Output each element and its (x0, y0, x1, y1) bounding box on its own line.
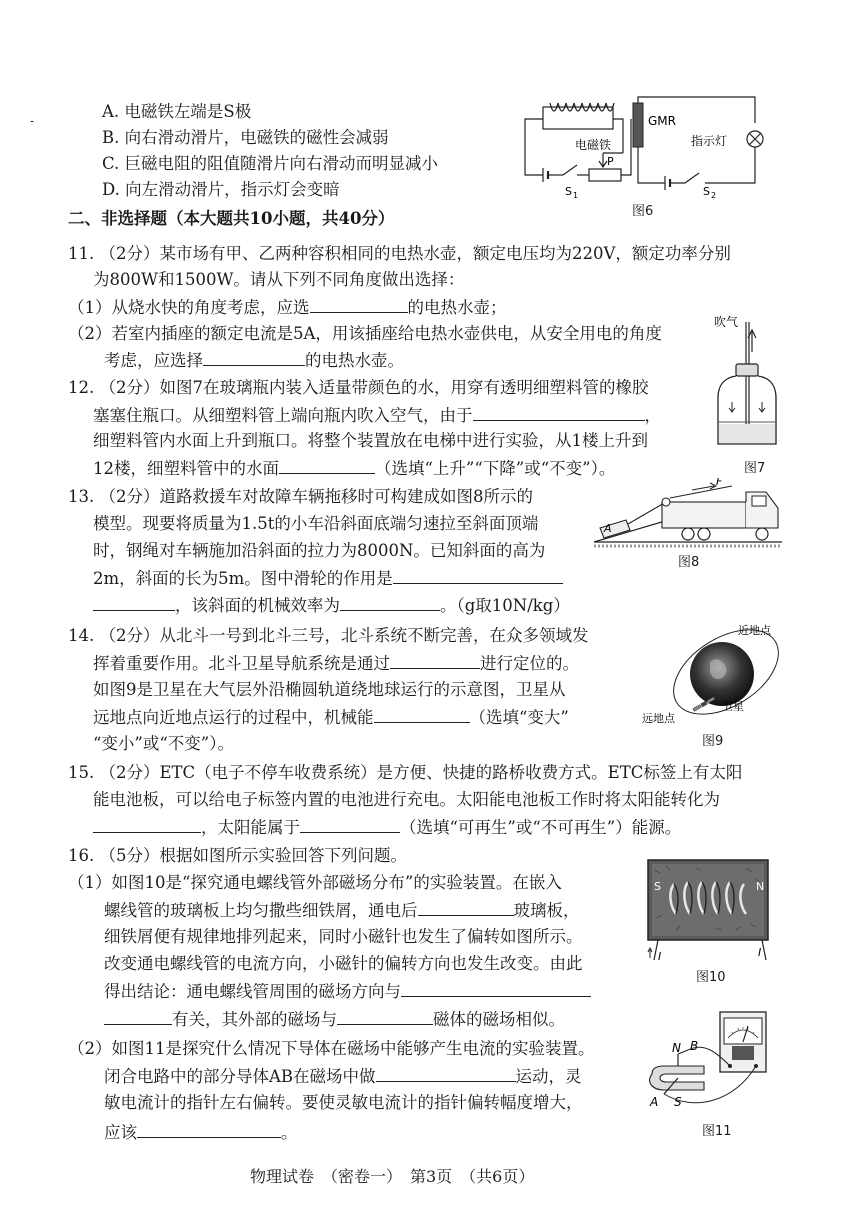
fig8-f-label: F (716, 478, 723, 488)
option-d: D. 向左滑动滑片，指示灯会变暗 (102, 180, 340, 199)
q11-line1: 11. （2分）某市场有甲、乙两种容积相同的电热水壶，额定电压均为220V，额定功率分别 (68, 244, 731, 263)
q13-line5: ，该斜面的机械效率为 。（g取10N/kg） (93, 594, 570, 617)
q14-blank1[interactable] (390, 652, 480, 669)
fig9-satellite-label: 卫星 (722, 700, 744, 713)
q15-line1: 15. （2分）ETC（电子不停车收费系统）是方便、快捷的路桥收费方式。ETC标签上有太阳 (68, 763, 743, 782)
q13-blank1-cont[interactable] (93, 594, 175, 611)
q12-line3: 细塑料管内水面上升到瓶口。将整个装置放在电梯中进行实验，从1楼上升到 (93, 431, 648, 450)
fig6-gmr-label: GMR (648, 114, 676, 128)
q13-line1: 13. （2分）道路救援车对故障车辆拖移时可构建成如图8所示的 (68, 487, 533, 506)
fig10-n-label: N (756, 880, 765, 893)
q16-line4: 改变通电螺线管的电流方向，小磁针的偏转方向也发生改变。由此 (104, 954, 583, 973)
q16-blank2[interactable] (401, 980, 591, 997)
q16-blank4[interactable] (376, 1065, 516, 1082)
page-footer: 物理试卷 （密卷一） 第3页 （共6页） (250, 1167, 535, 1186)
q13-blank1[interactable] (393, 567, 563, 584)
fig7-blow-label: 吹气 (714, 315, 739, 329)
q11-line4: （2）若室内插座的额定电流是5A，用该插座给电热水壶供电，从安全用电的角度 (68, 324, 662, 343)
fig8-a-label: A (604, 522, 612, 535)
q16-line6: 有关，其外部的磁场与 磁体的磁场相似。 (104, 1008, 565, 1031)
fig7-caption: 图7 (744, 461, 766, 476)
fig11-a-label: A (650, 1095, 659, 1109)
fig9-caption: 图9 (702, 734, 724, 749)
q11-line5: 考虑，应选择 的电热水壶。 (104, 351, 404, 370)
fig11-caption: 图11 (702, 1124, 732, 1139)
q12-blank1[interactable] (473, 404, 645, 421)
q16-line3: 细铁屑便有规律地排列起来，同时小磁针也发生了偏转如图所示。 (104, 927, 583, 946)
fig8-tow-truck-diagram (592, 478, 787, 550)
q12-line4: 12楼，细塑料管中的水面 （选填“上升”“下降”或“不变”）。 (93, 459, 616, 478)
q16-line10: 应该 。 (104, 1123, 298, 1142)
q13-line2: 模型。现要将质量为1.5t的小车沿斜面底端匀速拉至斜面顶端 (93, 514, 539, 533)
fig11-b-label: B (690, 1039, 699, 1053)
q15-blank1[interactable] (93, 816, 201, 833)
q16-line8: 闭合电路中的部分导体AB在磁场中做 运动，灵 (104, 1067, 582, 1086)
fig9-perigee-label: 近地点 (738, 624, 771, 637)
q16-blank3[interactable] (337, 1008, 433, 1025)
fig8-caption: 图8 (678, 555, 700, 570)
option-a: A. 电磁铁左端是S极 (102, 102, 252, 121)
q16-line9: 敏电流计的指针左右偏转。要使灵敏电流计的指针偏转幅度增大， (104, 1093, 583, 1112)
q16-line1: （1）如图10是“探究通电螺线管外部磁场分布”的实验装置。在嵌入 (68, 873, 562, 892)
fig10-i-label-right: I (758, 946, 762, 959)
q11-line3: （1）从烧水快的角度考虑，应选 的电热水壶； (68, 298, 507, 317)
q16-line0: 16. （5分）根据如图所示实验回答下列问题。 (68, 846, 407, 865)
q16-line7: （2）如图11是探究什么情况下导体在磁场中能够产生电流的实验装置。 (68, 1039, 595, 1058)
q16-line5: 得出结论：通电螺线管周围的磁场方向与 (104, 980, 591, 1003)
stray-mark: - (30, 114, 35, 128)
fig10-i-label-left: I (658, 950, 662, 962)
fig6-electromagnet-label: 电磁铁 (575, 138, 612, 152)
q11-blank2[interactable] (203, 349, 305, 366)
fig6-s1-sub: 1 (573, 191, 579, 200)
fig6-p-label: P (607, 155, 614, 168)
q16-blank1[interactable] (418, 899, 514, 916)
q13-line4: 2m，斜面的长为5m。图中滑轮的作用是 (93, 567, 563, 590)
fig10-caption: 图10 (696, 970, 726, 985)
q11-line2: 为800W和1500W。请从下列不同角度做出选择： (93, 270, 465, 289)
fig10-s-label: S (654, 880, 661, 893)
q14-line4: 远地点向近地点运行的过程中，机械能 （选填“变大” (93, 708, 569, 727)
fig11-n-label: N (672, 1041, 681, 1055)
q14-line3: 如图9是卫星在大气层外沿椭圆轨道绕地球运行的示意图，卫星从 (93, 680, 566, 699)
q13-line3: 时，钢绳对车辆施加沿斜面的拉力为8000N。已知斜面的高为 (93, 541, 546, 560)
q15-blank2[interactable] (300, 816, 400, 833)
q11-blank1[interactable] (310, 296, 408, 313)
q14-line1: 14. （2分）从北斗一号到北斗三号，北斗系统不断完善，在众多领域发 (68, 626, 589, 645)
q14-line2: 挥着重要作用。北斗卫星导航系统是通过 进行定位的。 (93, 654, 579, 673)
q12-blank2[interactable] (279, 457, 375, 474)
fig7-bottle-diagram (712, 312, 782, 462)
fig9-apogee-label: 远地点 (642, 712, 675, 725)
q16-blank2-cont[interactable] (104, 1008, 172, 1025)
q15-line2: 能电池板，可以给电子标签内置的电池进行充电。太阳能电池板工作时将太阳能转化为 (93, 790, 720, 809)
fig10-solenoid-diagram (646, 858, 774, 962)
q16-blank5[interactable] (137, 1121, 281, 1138)
fig6-s2-label: S (703, 185, 710, 198)
fig11-induction-diagram (644, 1002, 784, 1114)
fig9-satellite-orbit-diagram (640, 622, 790, 728)
fig6-lamp-label: 指示灯 (691, 134, 728, 148)
q12-line1: 12. （2分）如图7在玻璃瓶内装入适量带颜色的水，用穿有透明细塑料管的橡胶 (68, 378, 649, 397)
q15-line3: ，太阳能属于 （选填“可再生”或“不可再生”）能源。 (93, 816, 681, 839)
option-b: B. 向右滑动滑片，电磁铁的磁性会减弱 (102, 128, 389, 147)
q12-line2: 塞塞住瓶口。从细塑料管上端向瓶内吹入空气，由于 ， (93, 406, 661, 425)
section2-heading: 二、非选择题（本大题共10小题，共40分） (68, 209, 395, 228)
option-c: C. 巨磁电阻的阻值随滑片向右滑动而明显减小 (102, 154, 439, 173)
fig11-s-label: S (674, 1095, 682, 1109)
q14-blank2[interactable] (374, 706, 470, 723)
q16-line2: 螺线管的玻璃板上均匀撒些细铁屑，通电后 玻璃板， (104, 901, 580, 920)
q14-line5: “变小”或“不变”）。 (93, 734, 234, 753)
fig6-s1-label: S (565, 185, 572, 198)
fig6-caption: 图6 (632, 204, 654, 219)
q13-blank2[interactable] (340, 594, 440, 611)
fig6-s2-sub: 2 (711, 191, 717, 200)
